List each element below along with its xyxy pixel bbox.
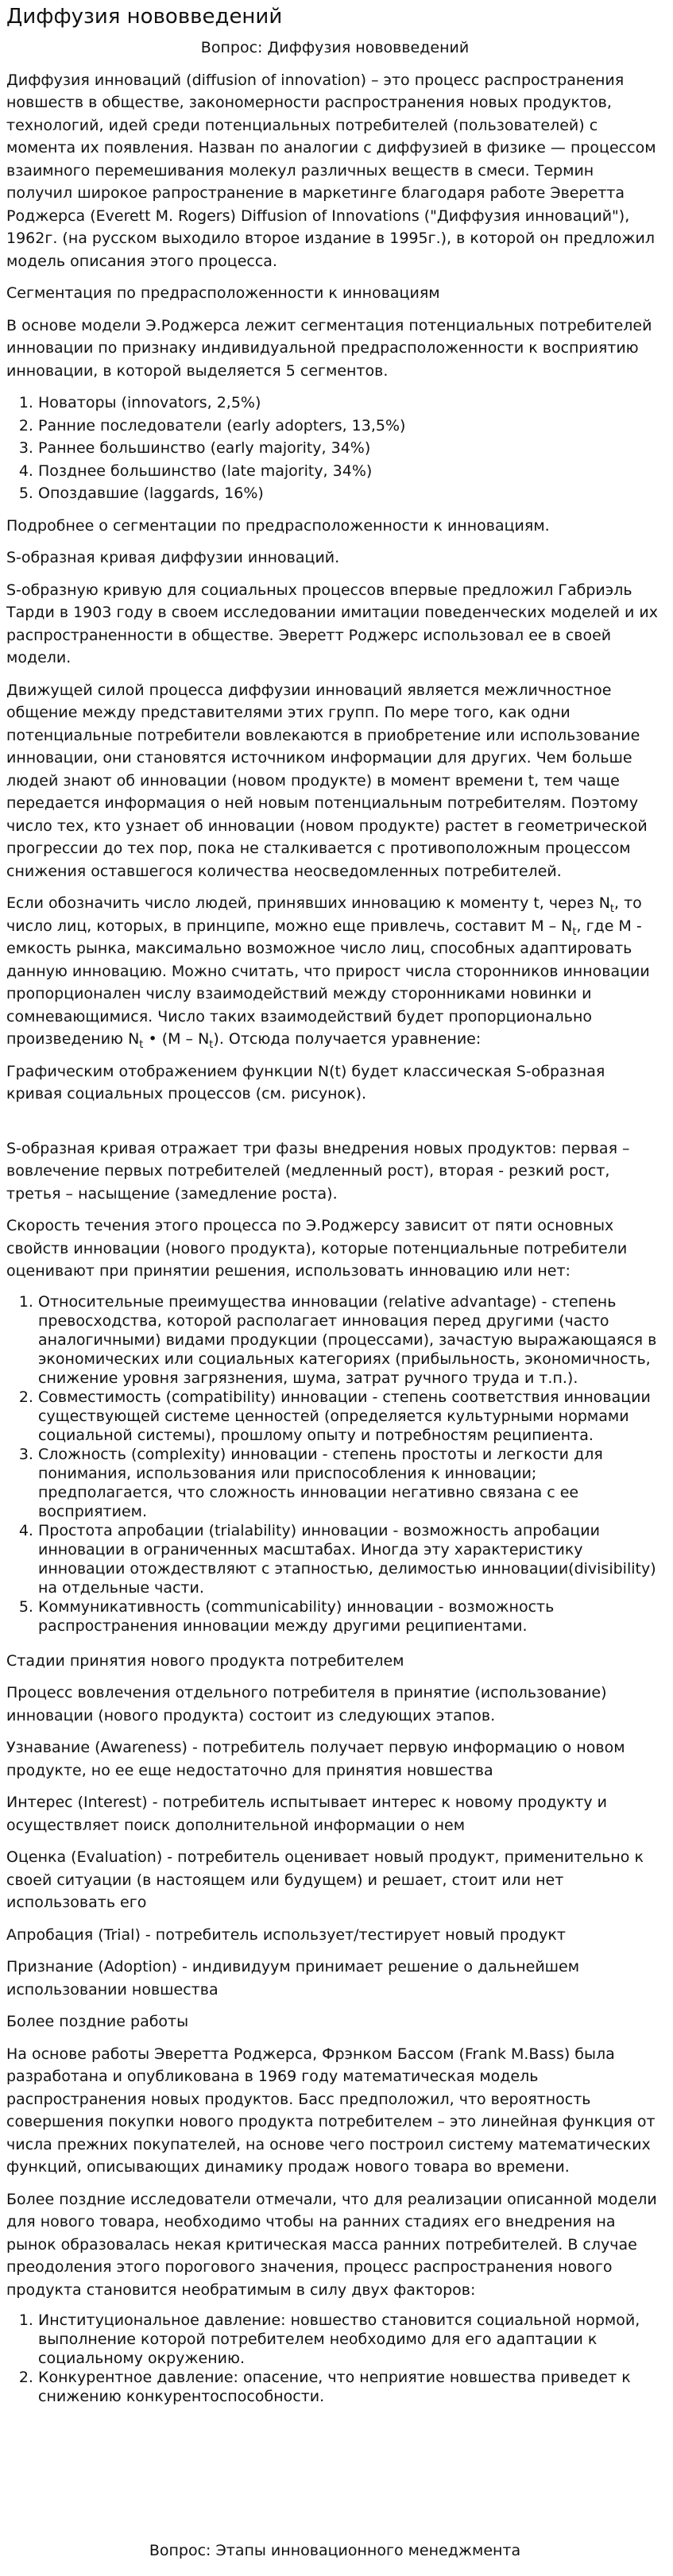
- next-question-heading: Вопрос: Этапы инновационного менеджмента: [149, 2542, 521, 2559]
- factors-intro-paragraph: Скорость течения этого процесса по Э.Роджерсу зависит от пяти основных свойств инновации (нового продукта), которые потенциальные потребители оценивают при принятии решения, использовать инновацию или нет:: [6, 1217, 628, 1280]
- list-item: 3. Сложность (complexity) инновации - степень простоты и легкости для понимания, использования или приспособления к инновации; предполагается, что сложность инновации негативно связана с ее восприятием.: [38, 1445, 663, 1521]
- list-item: 2. Совместимость (compatibility) инновации - степень соответствия инновации существующей системе ценностей (определяется культурными нормами социальной системы), прошлому опыту и потребностям реципиента.: [38, 1388, 663, 1445]
- intro-paragraph: Диффузия инноваций (diffusion of innovation) – это процесс распространения новшеств в обществе, закономерности распространения новых продуктов, технологий, идей среди потенциальных потребителей (пользователей) с момента их появления. Назван по аналогии с диффузией в физике — процессом взаимного перемешивания молекул различных веществ в смеси. Термин получил широкое рапространение в маркетинге благодаря работе Эверетта Роджерса (Everett M. Rogers) Diffusion of Innovations ("Диффузия инноваций"), 1962г. (на русском выходило второе издание в 1995г.), в которой он предложил модель описания этого процесса.: [6, 71, 656, 270]
- stage-adoption: Признание (Adoption) - индивидуум принимает решение о дальнейшем использовании новшества: [6, 1958, 580, 1999]
- subscript-t: t: [609, 902, 615, 915]
- s-curve-graph-paragraph: Графическим отображением функции N(t) будет классическая S-образная кривая социальных процессов (см. рисунок).: [6, 1062, 605, 1103]
- list-item: 3. Раннее большинство (early majority, 34%): [38, 437, 663, 460]
- list-item: 4. Позднее большинство (late majority, 34%): [38, 460, 663, 483]
- s-curve-history-paragraph: S-образную кривую для социальных процессов впервые предложил Габриэль Тарди в 1903 году в своем исследовании имитации поведенческих моделей и их распространенности в обществе. Эверетт Роджерс использовал ее в своей модели.: [6, 581, 658, 666]
- bass-model-paragraph: На основе работы Эверетта Роджерса, Фрэнком Бассом (Frank M.Bass) была разработана и опубликована в 1969 году математическая модель распространения новых продуктов. Басс предположил, что вероятность совершения покупки нового продукта потребителем – это линейная функция от числа прежних покупателей, на основе чего построил систему математических функций, описывающих динамику продаж нового товара во времени.: [6, 2045, 656, 2176]
- bottom-spacer: [6, 2420, 663, 2539]
- list-item: 4. Простота апробации (trialability) инновации - возможность апробации инновации в ограниченных масштабах. Иногда эту характеристику инновации отождествляют с этапностью, делимостью инновации(divisibility) на отдельные части.: [38, 1521, 663, 1597]
- page-title: Диффузия нововведений: [6, 5, 283, 29]
- s-curve-phases-paragraph: S-образная кривая отражает три фазы внедрения новых продуктов: первая – вовлечение первых потребителей (медленный рост), вторая - резкий рост, третья – насыщение (замедление роста).: [6, 1139, 630, 1203]
- question-heading: Вопрос: Диффузия нововведений: [200, 39, 470, 56]
- segmentation-more-paragraph: Подробнее о сегментации по предрасположенности к инновациям.: [6, 516, 550, 535]
- equation-text-part: , то число лиц, которых, в принципе, можно еще привлечь, составит M – N: [6, 894, 642, 935]
- list-item: 1. Новаторы (innovators, 2,5%): [38, 392, 663, 415]
- stage-trial: Апробация (Trial) - потребитель использует/тестирует новый продукт: [6, 1925, 566, 1944]
- stages-heading: Стадии принятия нового продукта потребителем: [6, 1651, 404, 1670]
- s-curve-mechanism-paragraph: Движущей силой процесса диффузии инноваций является межличностное общение между представителями этих групп. По мере того, как одни потенциальные потребители вовлекаются в приобретение или использование инновации, они становятся источником информации для других. Чем больше людей знают об инновации (новом продукте) в момент времени t, тем чаще передается информация о ней новым потенциальным потребителям. Поэтому число тех, кто узнает об инновации (новом продукте) растет в геометрической прогрессии до тех пор, пока не сталкивается с противоположным процессом снижения оставшегося количества неосведомленных потребителей.: [6, 681, 648, 880]
- equation-text-part: Если обозначить число людей, принявших инновацию к моменту t, через N: [6, 894, 610, 912]
- pressures-list: [6, 2311, 663, 2406]
- stage-awareness: Узнавание (Awareness) - потребитель получает первую информацию о новом продукте, но ее еще недостаточно для принятия новшества: [6, 1739, 625, 1779]
- segmentation-heading: Сегментация по предрасположенности к инновациям: [6, 284, 440, 302]
- s-curve-heading: S-образная кривая диффузии инноваций.: [6, 549, 340, 566]
- equation-text-part: ). Отсюда получается уравнение:: [213, 1030, 482, 1048]
- list-item: 5. Опоздавшие (laggards, 16%): [38, 482, 663, 505]
- stages-intro-paragraph: Процесс вовлечения отдельного потребителя в принятие (использование) инновации (нового продукта) состоит из следующих этапов.: [6, 1684, 607, 1724]
- figure-placeholder: [6, 1115, 663, 1137]
- subscript-t: t: [572, 925, 577, 938]
- factors-list: [6, 1292, 663, 1636]
- subscript-t: t: [209, 1038, 214, 1051]
- list-item: 5. Коммуникативность (communicability) инновации - возможность распространения инновации между другими реципиентами.: [38, 1597, 663, 1636]
- list-item: 2. Конкурентное давление: опасение, что неприятие новшества приведет к снижению конкурентоспособности.: [38, 2368, 663, 2406]
- later-heading: Более поздние работы: [6, 2013, 189, 2030]
- segments-list: [6, 392, 663, 505]
- s-curve-equation-paragraph: [6, 892, 663, 1051]
- equation-text-part: , где M - емкость рынка, максимально возможное число лиц, способных адаптировать данную инновацию. Можно считать, что прирост числа сторонников инновации пропорционален числу взаимодействий между сторонниками новинки и сомневающимися. Число таких взаимодействий будет пропорционально произведению N: [6, 917, 650, 1048]
- list-item: 1. Относительные преимущества инновации (relative advantage) - степень превосходства, которой располагает инновация перед другими (часто аналогичными) видами продукции (процессами), зачастую выражающаяся в экономических или социальных категориях (прибыльность, экономичность, снижение уровня загрязнения, шума, затрат ручного труда и т.п.).: [38, 1292, 663, 1388]
- stage-evaluation: Оценка (Evaluation) - потребитель оценивает новый продукт, применительно к своей ситуации (в настоящем или будущем) и решает, стоит или нет использовать его: [6, 1848, 644, 1911]
- segmentation-paragraph: В основе модели Э.Роджерса лежит сегментация потенциальных потребителей инновации по признаку индивидуальной предрасположенности к восприятию инновации, в которой выделяется 5 сегментов.: [6, 316, 652, 380]
- list-item: 1. Институциональное давление: новшество становится социальной нормой, выполнение которой потребителем необходимо для его адаптации к социальному окружению.: [38, 2311, 663, 2368]
- list-item: 2. Ранние последователи (early adopters, 13,5%): [38, 415, 663, 438]
- equation-text-part: • (M – N: [143, 1030, 210, 1048]
- document-page: [0, 5, 671, 2562]
- critical-mass-paragraph: Более поздние исследователи отмечали, что для реализации описанной модели для нового товара, необходимо чтобы на ранних стадиях его внедрения на рынок образовалась некая критическая масса ранних потребителей. В случае преодоления этого порогового значения, процесс распространения нового продукта становится необратимым в силу двух факторов:: [6, 2190, 657, 2299]
- subscript-t: t: [139, 1038, 144, 1051]
- stage-interest: Интерес (Interest) - потребитель испытывает интерес к новому продукту и осуществляет поиск дополнительной информации о нем: [6, 1794, 608, 1834]
